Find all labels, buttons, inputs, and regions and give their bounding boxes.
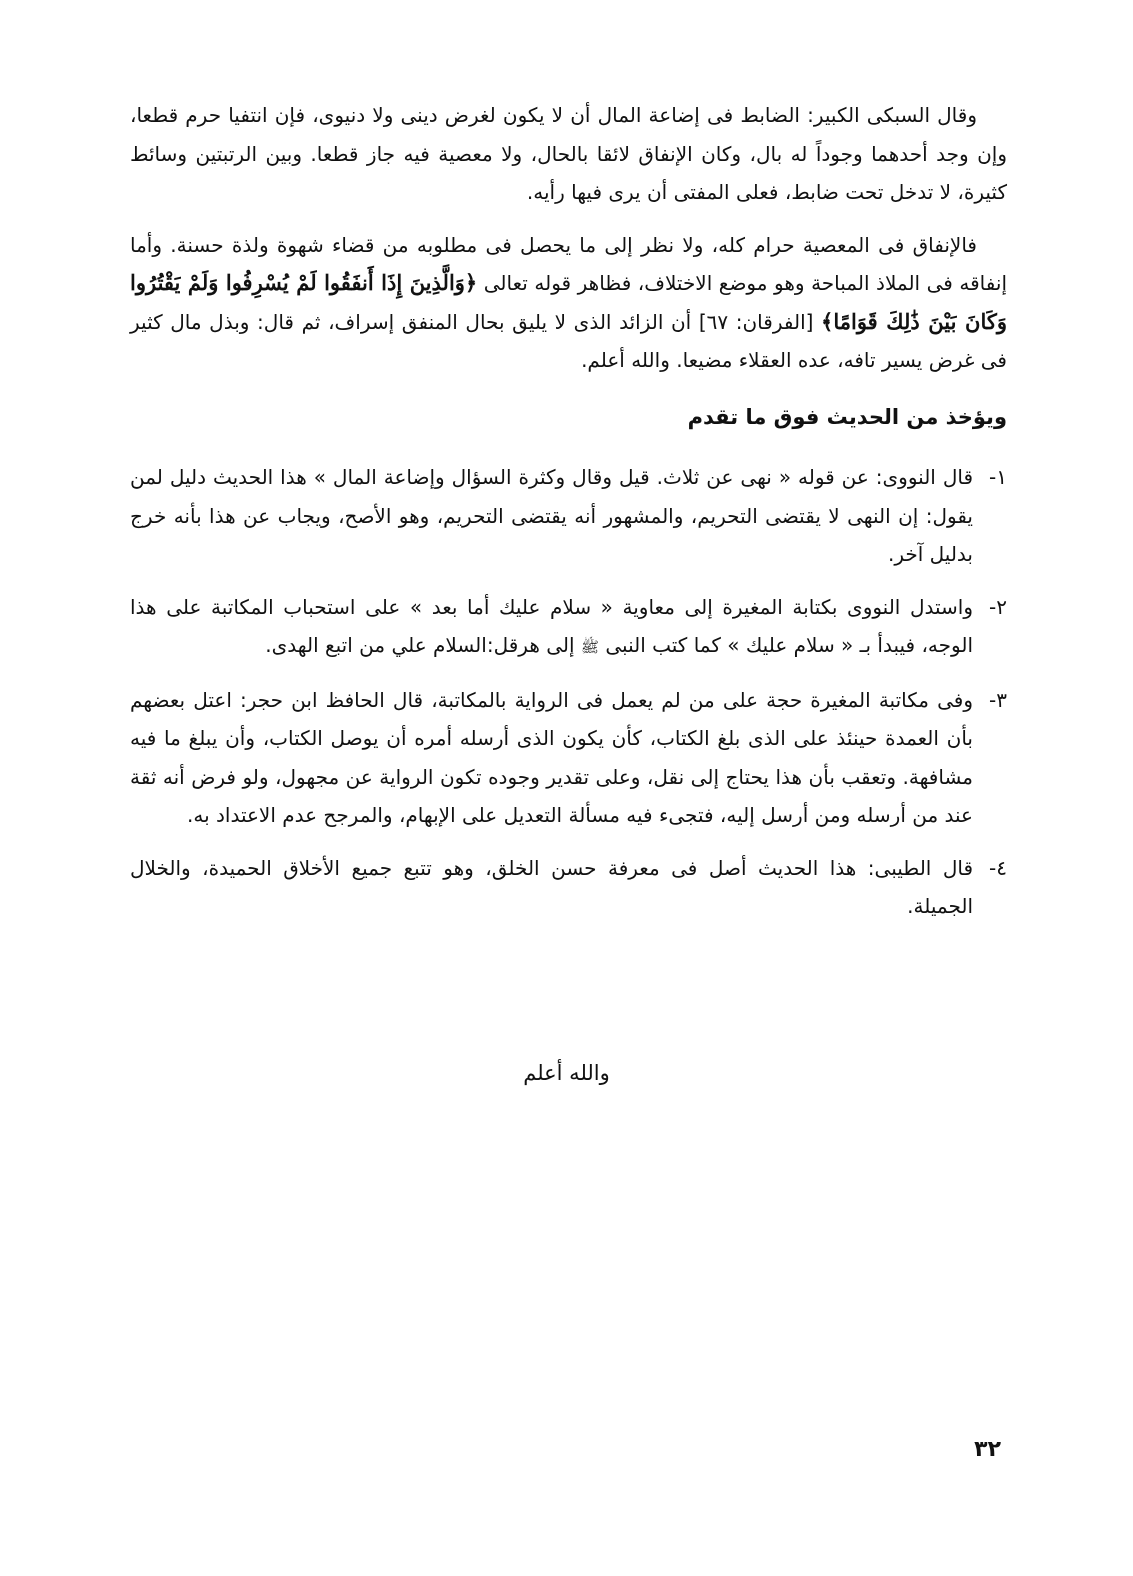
paragraph-infaq — [130, 226, 1007, 380]
list-item-3 — [130, 681, 1007, 835]
list-spacer — [130, 574, 1007, 588]
section-heading: ويؤخذ من الحديث فوق ما تقدم — [687, 404, 1007, 429]
sallallahu-glyph: ﷺ — [580, 638, 600, 656]
list-item-text: قال الطيبى: هذا الحديث أصل فى معرفة حسن الخلق، وهو تتبع جميع الأخلاق الحميدة، والخلال الجميلة. — [130, 855, 973, 918]
list-spacer — [130, 444, 1007, 458]
list-item-text: قال النووى: عن قوله « نهى عن ثلاث. قيل وقال وكثرة السؤال وإضاعة المال » هذا الحديث دليل لمن يقول: إن النهى لا يقتضى التحريم، والمشهور أنه يقتضى التحريم، وهو الأصح، ويجاب عن هذا بأنه خرج بدليل آخر. — [130, 465, 973, 566]
list-item-2 — [130, 588, 1007, 667]
page-body — [130, 96, 1007, 926]
list-item-4 — [130, 849, 1007, 926]
paragraph-spacer — [130, 380, 1007, 394]
list-item-text-after: إلى هرقل:السلام علي من اتبع الهدى. — [265, 633, 581, 657]
list-number: ٣- — [989, 687, 1007, 712]
list-item-text-before: واستدل النووى بكتابة المغيرة إلى معاوية « سلام عليك أما بعد » على استحباب المكاتبة على هذا الوجه، فيبدأ بـ « سلام عليك » كما كتب النبى — [130, 594, 973, 657]
paragraph-spacer — [130, 212, 1007, 226]
list-item-text: وفى مكاتبة المغيرة حجة على من لم يعمل فى الرواية بالمكاتبة، قال الحافظ ابن حجر: اعتل بعضهم بأن العمدة حينئذ على الذى بلغ الكتاب، كأن يكون الذى أرسله أمره أن يوصل الكتاب، وأن يبلغ ما فيه مشافهة. وتعقب بأن هذا يحتاج إلى نقل، وعلى تقدير وجوده تكون الرواية عن مجهول، ولو فرض أنه ثقة عند من أرسله ومن أرسل إليه، فتجىء فيه مسألة التعديل على الإبهام، والمرجح عدم الاعتداد به. — [130, 687, 973, 827]
list-number: ١- — [989, 465, 1007, 489]
list-spacer — [130, 667, 1007, 681]
closing-phrase: والله أعلم — [523, 1061, 610, 1085]
quran-verse: ﴿وَالَّذِينَ إِذَا أَنفَقُوا لَمْ يُسْرِفُوا وَلَمْ يَقْتُرُوا وَكَانَ بَيْنَ ذَٰلِكَ قَوَامًا﴾ — [130, 270, 1007, 334]
list-number: ٢- — [989, 594, 1007, 619]
list-item-1 — [130, 458, 1007, 574]
paragraph-infaq-text-after: [الفرقان: ٦٧] أن الزائد الذى لا يليق بحال المنفق إسراف، ثم قال: وبذل مال كثير فى غرض يسير تافه، عده العقلاء مضيعا. والله أعلم. — [130, 309, 1007, 372]
paragraph-infaq-text-before: فالإنفاق فى المعصية حرام كله، ولا نظر إلى ما يحصل فى مطلوبه من قضاء شهوة ولذة حسنة. وأما إنفاقه فى الملاذ المباحة وهو موضع الاختلاف، فظاهر قوله تعالى — [130, 232, 1007, 295]
list-spacer — [130, 835, 1007, 849]
page-number: ٣٢ — [974, 1437, 1001, 1462]
list-number: ٤- — [989, 855, 1007, 880]
paragraph-subki: وقال السبكى الكبير: الضابط فى إضاعة المال أن لا يكون لغرض دينى ولا دنيوى، فإن انتفيا حرم قطعا، وإن وجد أحدهما وجوداً له بال، وكان الإنفاق لائقا بالحال، ولا معصية فيه جاز قطعا. وبين الرتبتين وسائط كثيرة، لا تدخل تحت ضابط، فعلى المفتى أن يرى فيها رأيه. — [130, 103, 1007, 204]
